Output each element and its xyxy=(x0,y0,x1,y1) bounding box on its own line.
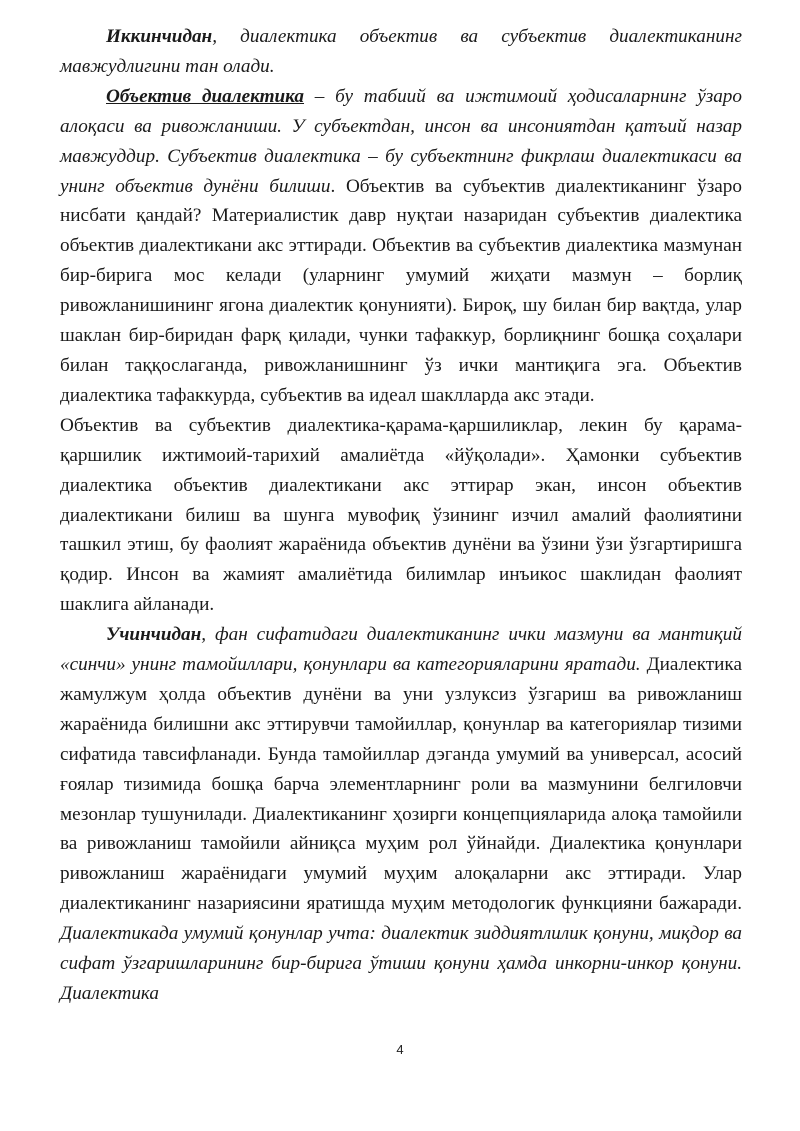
definition-text: – бу табиий ва ижтимоий ҳодисаларнинг ўзаро алоқаси ва ривожланиши. У субъектдан, инсон ва инсониятдан қатъий назар мавжуддир. Субъектив диалектика – бу субъектнинг фикрлаш диалектикаси ва унинг объектив дунёни билиши xyxy=(60,85,742,197)
paragraph-body-text: Диалектика жамулжум ҳолда объектив дунёни ва уни узлуксиз ўзгариш ва ривожланиш жараёнида билишни акс эттирувчи тамойиллар, қонунлар ва категориялар тизими сифатида тавсифланади. Бунда тамойиллар дэганда умумий ва универсал, асосий ғоялар тизимида бошқа барча элементларнинг роли ва мазмунини белгиловчи мезонлар тушунилади. Диалектиканинг ҳозирги концепцияларида алоқа тамойили ва ривожланиш тамойили айниқса муҳим рол ўйнайди. Диалектика қонунлари ривожланиш жараёнидаги умумий муҳим алоқаларни акс эттиради. Улар диалектиканинг назариясини яратишда муҳим методологик функцияни бажаради. xyxy=(60,654,742,915)
paragraph-thirdly xyxy=(60,620,742,1009)
paragraph-body-text: . Объектив ва субъектив диалектиканинг ўзаро нисбати қандай? Материалистик давр нуқтаи назаридан субъектив диалектика объектив диалектикани акс эттиради. Объектив ва субъектив диалектика мазмунан бир-бирига мос келади (уларнинг умумий жиҳати мазмун – борлиқ ривожланишининг ягона диалектик қонунияти). Бироқ, шу билан бир вақтда, улар шаклан бир-биридан фарқ қилади, чунки тафаккур, борлиқнинг бошқа соҳалари билан таққослаганда, ривожланишнинг ўз ички мантиқига эга. Объектив диалектика тафаккурда, субъектив ва идеал шаклларда акс этади. xyxy=(60,175,742,406)
paragraph-contradictions xyxy=(60,411,742,620)
laws-list-text: Диалектикада умумий қонунлар учта: диалектик зиддиятлилик қонуни, миқдор ва сифат ўзгаришларининг бир-бирига ўтиши қонуни ҳамда инкорни-инкор қонуни. Диалектика xyxy=(60,923,742,1004)
paragraph-body-text: Объектив ва субъектив диалектика-қарама-қаршиликлар, лекин бу қарама-қаршилик ижтимоий-тарихий амалиётда «йўқолади». Ҳамонки субъектив диалектика объектив диалектикани акс эттирар экан, инсон объектив диалектикани билиш ва шунга мувофиқ ўзининг изчил амалий фаолиятини ташкил этиш, бу фаолият жараёнида объектив дунёни ва ўзини ўзи ўзгартиришга қодир. Инсон ва жамият амалиётида билимлар инъикос шаклидан фаолият шаклига айланади. xyxy=(60,414,742,616)
paragraph-secondly xyxy=(60,22,742,82)
page-number: 4 xyxy=(396,1042,404,1057)
paragraph-thirdly-italic: , фан сифатидаги диалектиканинг ички мазмуни ва мантиқий «синчи» унинг тамойиллари, қонунлари ва категорияларини яратади. xyxy=(60,624,742,676)
paragraph-objective-dialectics xyxy=(60,82,742,411)
document-page xyxy=(60,22,742,1009)
term-secondly: Иккинчидан xyxy=(106,26,213,47)
term-objective-dialectics: Объектив диалектика xyxy=(106,85,305,107)
paragraph-secondly-text: , диалектика объектив ва субъектив диалектиканинг мавжудлигини тан олади. xyxy=(60,26,742,77)
term-thirdly: Учинчидан xyxy=(106,624,202,646)
